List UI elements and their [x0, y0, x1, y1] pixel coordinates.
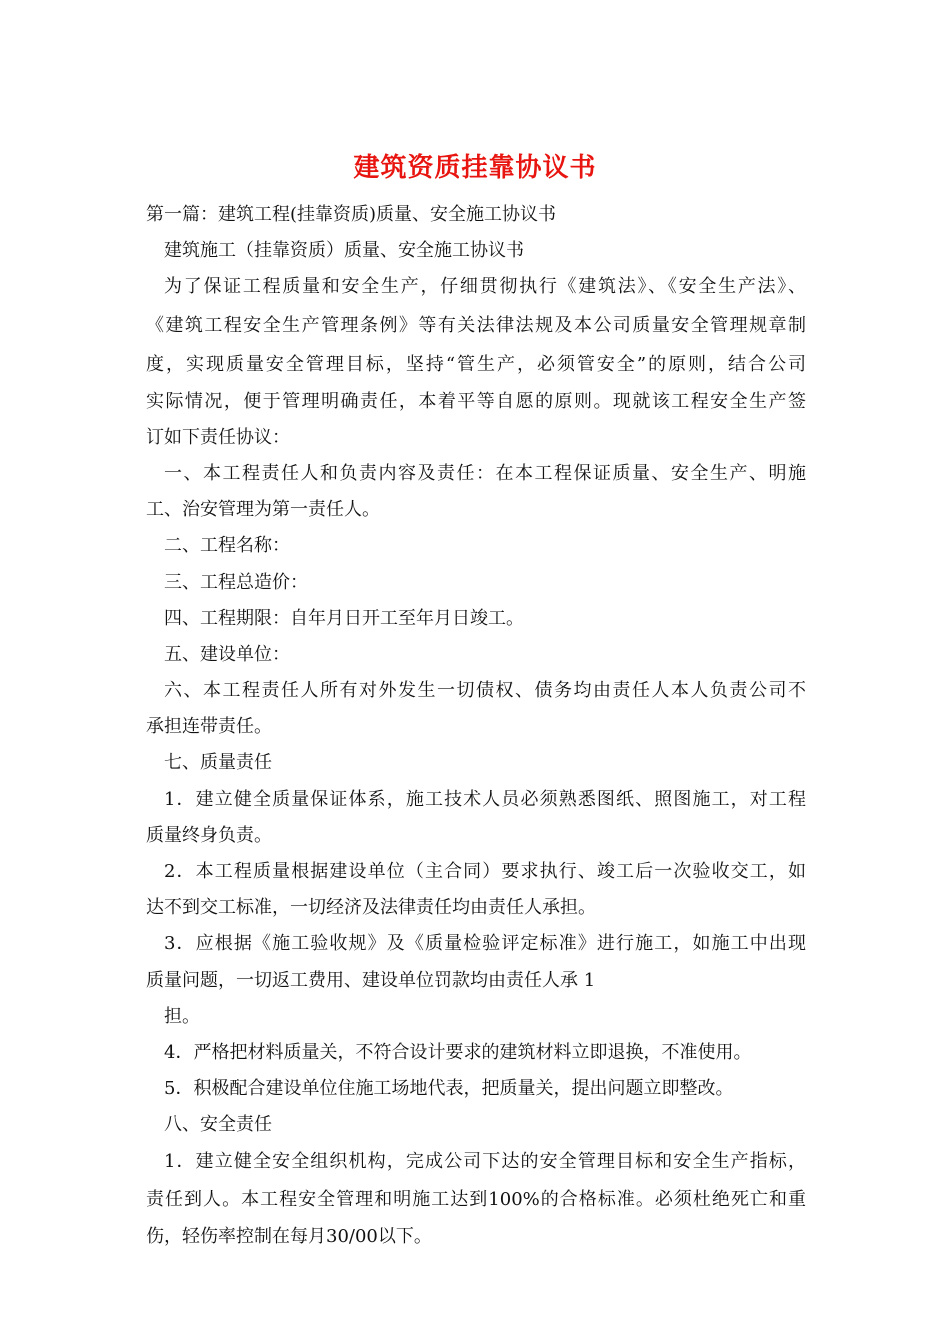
text-line: 七、质量责任 [164, 752, 272, 774]
text-line: 三、工程总造价： [164, 571, 308, 593]
text-line: 第一篇：建筑工程(挂靠资质)质量、安全施工协议书 [146, 204, 557, 225]
text-line: 六、本工程责任人所有对外发生一切债权、债务均由责任人本人负责公司不 [164, 680, 806, 702]
text-line: 承担连带责任。 [146, 716, 272, 738]
text-line: 达不到交工标准，一切经济及法律责任均由责任人承担。 [146, 897, 596, 919]
text-line: 质量问题，一切返工费用、建设单位罚款均由责任人承 1 [146, 969, 596, 991]
text-line: 五、建设单位： [164, 643, 290, 665]
text-line: 4．严格把材料质量关，不符合设计要求的建筑材料立即退换，不准使用。 [164, 1041, 752, 1063]
text-line: 二、工程名称： [164, 535, 290, 557]
document-title: 建筑资质挂靠协议书 [353, 153, 597, 183]
text-line: 一、本工程责任人和负责内容及责任：在本工程保证质量、安全生产、明施 [164, 462, 806, 484]
text-line: 订如下责任协议： [146, 426, 290, 448]
text-line: 实际情况，便于管理明确责任，本着平等自愿的原则。现就该工程安全生产签 [146, 390, 806, 412]
text-line: 3．应根据《施工验收规》及《质量检验评定标准》进行施工，如施工中出现 [164, 933, 806, 955]
text-line: 度，实现质量安全管理目标，坚持“管生产，必须管安全”的原则，结合公司 [146, 353, 806, 375]
text-line: 1．建立健全安全组织机构，完成公司下达的安全管理目标和安全生产指标， [164, 1150, 806, 1172]
text-line: 伤，轻伤率控制在每月30/00以下。 [146, 1225, 432, 1247]
text-line: 为了保证工程质量和安全生产，仔细贯彻执行《建筑法》、《安全生产法》、 [164, 276, 806, 298]
text-line: 建筑施工（挂靠资质）质量、安全施工协议书 [164, 240, 524, 262]
text-line: 四、工程期限：自年月日开工至年月日竣工。 [164, 607, 524, 629]
text-line: 责任到人。本工程安全管理和明施工达到100%的合格标准。必须杜绝死亡和重 [146, 1188, 806, 1210]
text-line: 《建筑工程安全生产管理条例》等有关法律法规及本公司质量安全管理规章制 [146, 314, 806, 336]
text-line: 担。 [164, 1005, 200, 1027]
text-line: 1．建立健全质量保证体系，施工技术人员必须熟悉图纸、照图施工，对工程 [164, 788, 806, 810]
text-line: 2．本工程质量根据建设单位（主合同）要求执行、竣工后一次验收交工，如 [164, 861, 806, 882]
text-line: 5．积极配合建设单位住施工场地代表，把质量关，提出问题立即整改。 [164, 1078, 734, 1100]
text-line: 八、安全责任 [164, 1114, 272, 1136]
text-line: 工、治安管理为第一责任人。 [146, 499, 380, 521]
text-line: 质量终身负责。 [146, 824, 272, 846]
document-body [146, 197, 806, 1255]
